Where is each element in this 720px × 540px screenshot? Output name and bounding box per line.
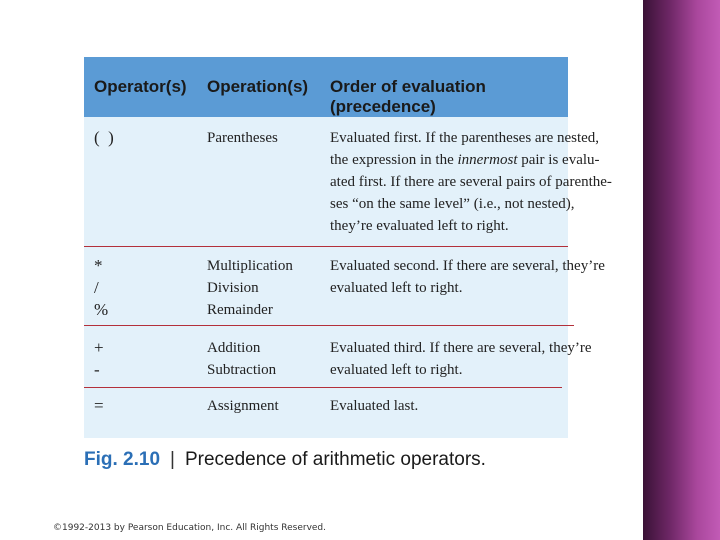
row-divider	[84, 387, 562, 388]
row-parentheses-operation: Parentheses	[207, 130, 278, 146]
table-header	[84, 57, 568, 117]
precedence-table	[84, 57, 612, 438]
figure-number: Fig. 2.10	[84, 449, 161, 470]
figure-caption	[84, 449, 486, 471]
row-multiplicative-order: Evaluated second. If there are several, they’re evaluated left to right.	[330, 258, 605, 296]
row-multiplicative-operators: * / %	[94, 256, 109, 319]
row-additive-order: Evaluated third. If there are several, they’re evaluated left to right.	[330, 340, 592, 378]
row-divider	[84, 325, 574, 326]
decorative-side-band	[643, 0, 720, 540]
row-assignment-operators: =	[94, 396, 104, 415]
copyright-footer: ©1992-2013 by Pearson Education, Inc. All Rights Reserved.	[53, 523, 327, 533]
row-assignment-order: Evaluated last.	[330, 398, 419, 414]
header-order: Order of evaluation (precedence)	[330, 77, 486, 116]
row-additive-operators: + -	[94, 338, 104, 379]
row-multiplicative-operations: Multiplication Division Remainder	[207, 258, 293, 318]
row-parentheses-order: Evaluated first. If the parentheses are nested, the expression in the innermost pair is evalu- ated first. If there are several pairs of parenthe- ses “on the same level” (i.e., not nested), they’re evaluated left to right.	[330, 130, 612, 234]
caption-separator: |	[170, 449, 175, 470]
caption-text: Precedence of arithmetic operators.	[184, 449, 486, 470]
row-additive-operations: Addition Subtraction	[207, 340, 277, 378]
row-divider	[84, 246, 568, 247]
emphasis-innermost: innermost	[457, 152, 518, 168]
row-parentheses-operators: ( )	[94, 128, 114, 147]
row-assignment-operations: Assignment	[207, 398, 279, 414]
header-operations: Operation(s)	[207, 77, 309, 96]
header-operators: Operator(s)	[94, 77, 187, 96]
